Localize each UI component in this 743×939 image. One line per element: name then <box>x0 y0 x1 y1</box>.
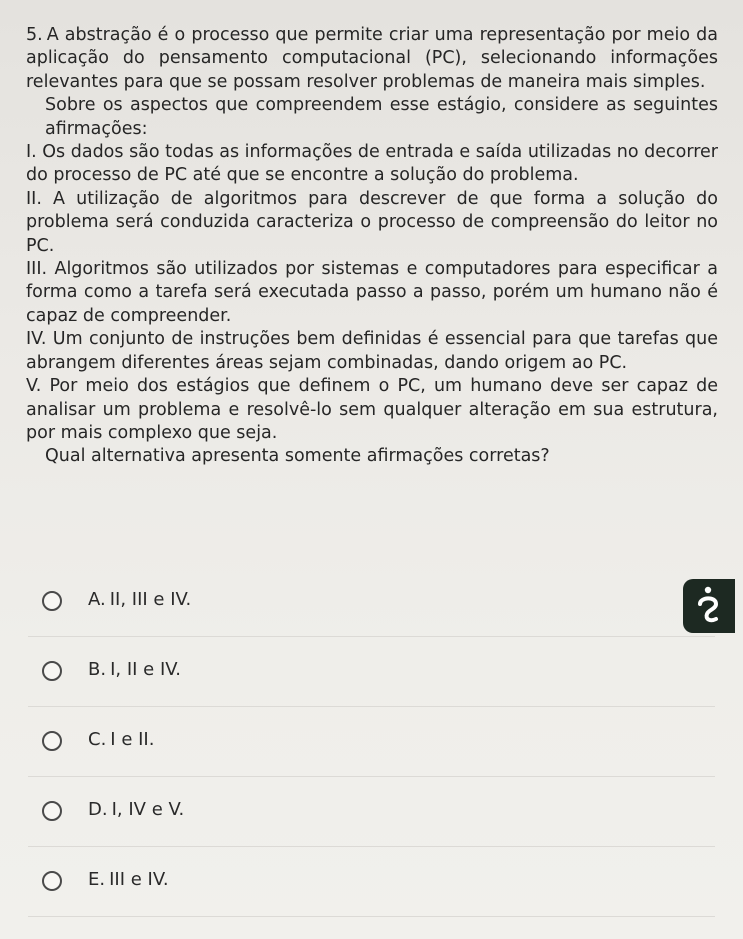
radio-button-e[interactable] <box>42 871 62 891</box>
statement-1: I. Os dados são todas as informações de entrada e saída utilizadas no decorrer do processo de PC até que se encontre a solução do problema. <box>26 142 719 186</box>
option-c[interactable] <box>28 707 715 777</box>
option-e[interactable] <box>28 847 715 917</box>
question-mark-icon <box>683 579 735 633</box>
option-a-text: II, III e IV. <box>109 589 192 610</box>
option-b[interactable] <box>28 637 715 707</box>
option-a-label <box>88 589 191 610</box>
option-c-letter: C. <box>88 729 107 750</box>
option-d-label <box>88 799 184 820</box>
statement-3: III. Algoritmos são utilizados por sistemas e computadores para especificar a forma como a tarefa será executada passo a passo, porém um humano não é capaz de compreender. <box>26 259 718 326</box>
option-d[interactable] <box>28 777 715 847</box>
option-c-label <box>88 729 154 750</box>
option-e-label <box>88 869 169 890</box>
statement-5: V. Por meio dos estágios que definem o PC, um humano deve ser capaz de analisar um problema e resolvê-lo sem qualquer alteração em sua estrutura, por mais complexo que seja. <box>26 376 718 443</box>
option-e-text: III e IV. <box>109 869 169 890</box>
option-d-letter: D. <box>88 799 108 820</box>
question-intro: Sobre os aspectos que compreendem esse estágio, considere as seguintes afirmações: <box>45 95 718 139</box>
option-e-letter: E. <box>88 869 106 890</box>
question-prompt: Qual alternativa apresenta somente afirmações corretas? <box>45 446 550 467</box>
option-c-text: I e II. <box>110 729 155 750</box>
question-stem-text: A abstração é o processo que permite criar uma representação por meio da aplicação do pensamento computacional (PC), selecionando informações relevantes para que se possam resolver problemas de maneira mais simples. <box>26 25 718 92</box>
help-button[interactable] <box>683 579 735 633</box>
radio-button-a[interactable] <box>42 591 62 611</box>
option-b-text: I, II e IV. <box>110 659 181 680</box>
statement-2: II. A utilização de algoritmos para descrever de que forma a solução do problema será conduzida caracteriza o processo de compreensão do leitor no PC. <box>26 188 718 256</box>
question-number: 5. <box>26 25 43 45</box>
radio-button-d[interactable] <box>42 801 62 821</box>
question-block <box>26 24 718 469</box>
radio-button-c[interactable] <box>42 731 62 751</box>
option-d-text: I, IV e V. <box>111 799 185 820</box>
option-b-letter: B. <box>88 659 107 680</box>
radio-button-b[interactable] <box>42 661 62 681</box>
answer-options <box>0 567 743 917</box>
option-a-letter: A. <box>88 589 106 610</box>
question-stem <box>26 24 718 94</box>
option-b-label <box>88 659 181 680</box>
statement-4: IV. Um conjunto de instruções bem definidas é essencial para que tarefas que abrangem diferentes áreas sejam combinadas, dando origem ao PC. <box>26 329 718 373</box>
option-a[interactable] <box>28 567 715 637</box>
